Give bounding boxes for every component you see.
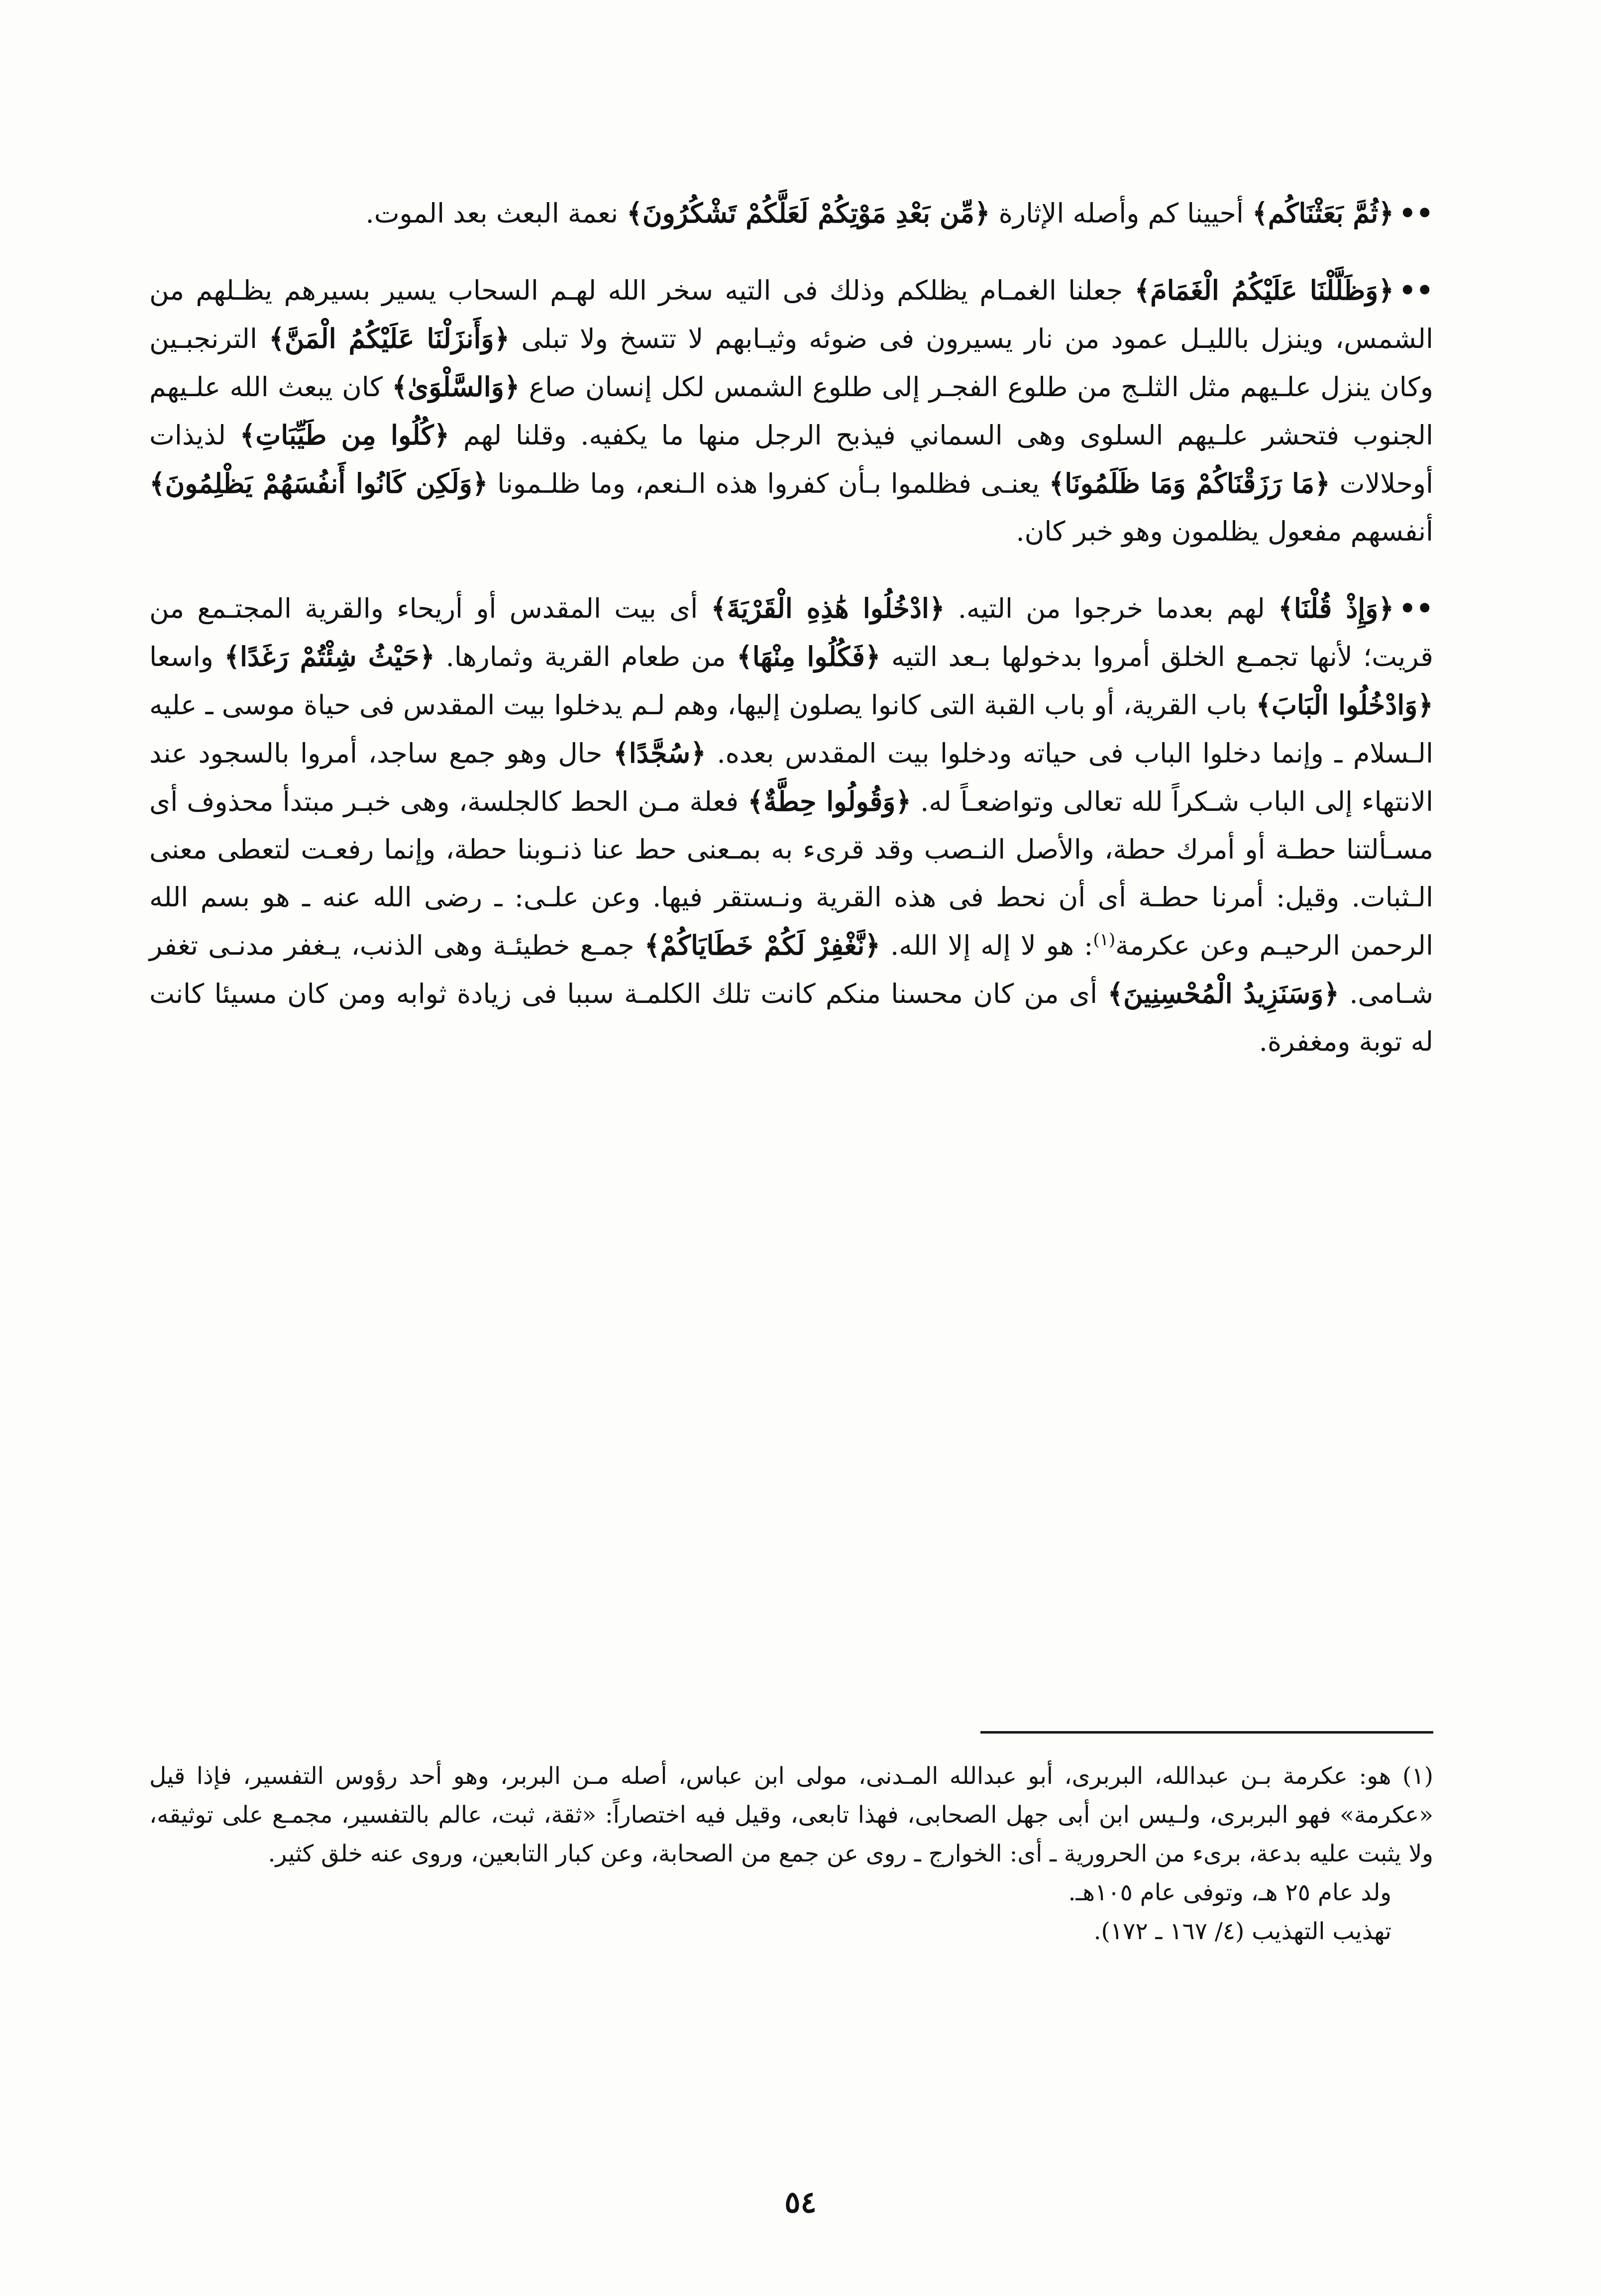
footnote-divider [980, 1731, 1433, 1734]
page-number: ٥٤ [784, 2185, 817, 2220]
commentary-text: نعمة البعث بعد الموت. [365, 198, 627, 229]
commentary-text: فعلة مـن الحط كالجلسة، وهى خبـر مبتدأ محذوف أى مسـألتنا حطـة أو أمرك حطة، والأصل النـصب وقد قرىء به بمـعنى حط عنا ذنـوبنا حطة، وإنما رفعـت لتعطى معنى الـثبات. وقيل: أمرنا حطـة أى أن نحط فى هذه القرية ونـستقر فيها. وعن علـى: ـ رضى الله عنه ـ هو بسم الله الرحمن الرحيـم وعن عكرمة [149, 786, 1434, 961]
commentary-text: جمـع خطيئـة وهى الذنب، يـغفر مدنـى تغفر شـامى. [149, 930, 1433, 1009]
quran-quote: ﴿ادْخُلُوا هَٰذِهِ الْقَرْيَةَ﴾ [711, 592, 945, 624]
quran-quote: ﴿مَا رَزَقْنَاكُمْ وَمَا ظَلَمُونَا﴾ [1049, 467, 1330, 499]
paragraph-text [149, 593, 1433, 1057]
commentary-text: أى من كان محسنا منكم كانت تلك الكلمـة سببا فى زيادة ثوابه ومن كان مسيئا كانت له توبة ومغفرة. [149, 978, 1433, 1057]
commentary-text: أنفسهم مفعول يظلمون وهو خبر كان. [1016, 516, 1433, 547]
quran-quote: ﴿وَإِذْ قُلْنَا﴾ [1278, 592, 1394, 624]
footnotes [149, 1757, 1433, 1951]
paragraph [149, 189, 1433, 237]
commentary-text: حال وهو جمع ساجد، أمروا بالسجود عند الانتهاء إلى الباب شـكراً لله تعالى وتواضعـاً له. [149, 738, 1433, 817]
paragraph [149, 266, 1433, 555]
commentary-text: يعنـى فظلموا بـأن كفروا هذه الـنعم، وما ظلـمونا [488, 468, 1049, 499]
commentary-text: لهم بعدما خرجوا من التيه. [945, 593, 1279, 624]
commentary-text: كان يبعث الله علـيهم الجنوب فتحشر علـيهم السلوى وهى السماني فيذبح الرجل منها ما يكفيه. وقلنا لهم [149, 371, 1433, 451]
quran-quote: ﴿حَيْثُ شِئْتُمْ رَغَدًا﴾ [224, 641, 435, 672]
quran-quote: ﴿وَسَنَزِيدُ الْمُحْسِنِينَ﴾ [1107, 978, 1339, 1009]
main-text [149, 189, 1433, 1094]
commentary-text: واسعا [149, 641, 224, 672]
quran-quote: ﴿وَلَكِن كَانُوا أَنفُسَهُمْ يَظْلِمُونَ﴾ [149, 467, 488, 499]
bullet-marker: •• [1398, 197, 1433, 229]
bullet-marker: •• [1398, 592, 1433, 624]
paragraph [149, 584, 1433, 1066]
commentary-text: : هو لا إله إلا الله. [880, 930, 1093, 961]
quran-quote: ﴿فَكُلُوا مِنْهَا﴾ [737, 641, 881, 672]
footnote-dates: ولد عام ٢٥ هـ، وتوفى عام ١٠٥هـ. [1068, 1879, 1391, 1906]
commentary-text: باب القرية، أو باب القبة التى كانوا يصلون إليها، وهم لـم يدخلوا بيت المقدس فى حياة موسى ـ عليه الـسلام ـ وإنما دخلوا الباب فى حياته ودخلوا بيت المقدس بعده. [149, 689, 1433, 769]
commentary-text: أحيينا كم وأصله الإثارة [990, 198, 1253, 229]
bullet-marker: •• [1398, 274, 1434, 306]
commentary-text: من طعام القرية وثمارها. [435, 641, 737, 672]
commentary-text: الترنجبـين وكان ينزل علـيهم مثل الثلـج من طلوع الفجـر إلى طلوع الشمس لكل إنسان صاع [149, 323, 1433, 403]
footnote-body: (١) هو: عكرمة بـن عبدالله، البربرى، أبو عبدالله المـدنى، مولى ابن عباس، أصله مـن البربر، وهو أحد رؤوس التفسير، فإذا قيل «عكرمة» فهو البربرى، ولـيس ابن أبى جهل الصحابى، فهذا تابعى، وقيل فيه اختصاراً: «ثقة، ثبت، عالم بالتفسير، مجمـع على توثيقه، ولا يثبت عليه بدعة، برىء من الحرورية ـ أى: الخوارج ـ روى عن جمع من الصحابة، وعن كبار التابعين، وروى عنه خلق كثير. [149, 1762, 1433, 1867]
commentary-text: أى بيت المقدس أو أريحاء والقرية المجتـمع من قريت؛ لأنها تجمـع الخلق أمروا بدخولها بـعد التيه [149, 593, 1433, 672]
footnote-ref: (١) [1093, 930, 1116, 950]
commentary-text: لذيذات أوحلالات [149, 420, 1433, 499]
quran-quote: ﴿وَأَنزَلْنَا عَلَيْكُمُ الْمَنَّ﴾ [269, 323, 510, 354]
quran-quote: ﴿نَّغْفِرْ لَكُمْ خَطَايَاكُمْ﴾ [644, 929, 881, 961]
commentary-text: جعلنا الغمـام يظلكم وذلك فى التيه سخر الله لهـم السحاب يسير بسيرهم يظـلهم من الشمس، وينزل بالليـل عمود من نار يسيرون فى ضوئه وثيـابهم لا تتسخ ولا تبلى [149, 275, 1433, 354]
quran-quote: ﴿كُلُوا مِن طَيِّبَاتِ﴾ [239, 419, 450, 451]
quran-quote: ﴿مِّن بَعْدِ مَوْتِكُمْ لَعَلَّكُمْ تَشْكُرُونَ﴾ [627, 197, 990, 229]
quran-quote: ﴿ثُمَّ بَعَثْنَاكُم﴾ [1252, 197, 1394, 229]
quran-quote: ﴿وَادْخُلُوا الْبَابَ﴾ [1256, 689, 1433, 721]
quran-quote: ﴿وَظَلَّلْنَا عَلَيْكُمُ الْغَمَامَ﴾ [1134, 274, 1394, 306]
quran-quote: ﴿وَقُولُوا حِطَّةٌ﴾ [747, 785, 912, 817]
quran-quote: ﴿وَالسَّلْوَىٰ﴾ [392, 371, 520, 403]
quran-quote: ﴿سُجَّدًا﴾ [613, 737, 706, 769]
footnote-source: تهذيب التهذيب (٤/ ١٦٧ ـ ١٧٢). [1093, 1918, 1391, 1945]
paragraph-text [149, 275, 1433, 547]
paragraph-text [366, 198, 1394, 229]
